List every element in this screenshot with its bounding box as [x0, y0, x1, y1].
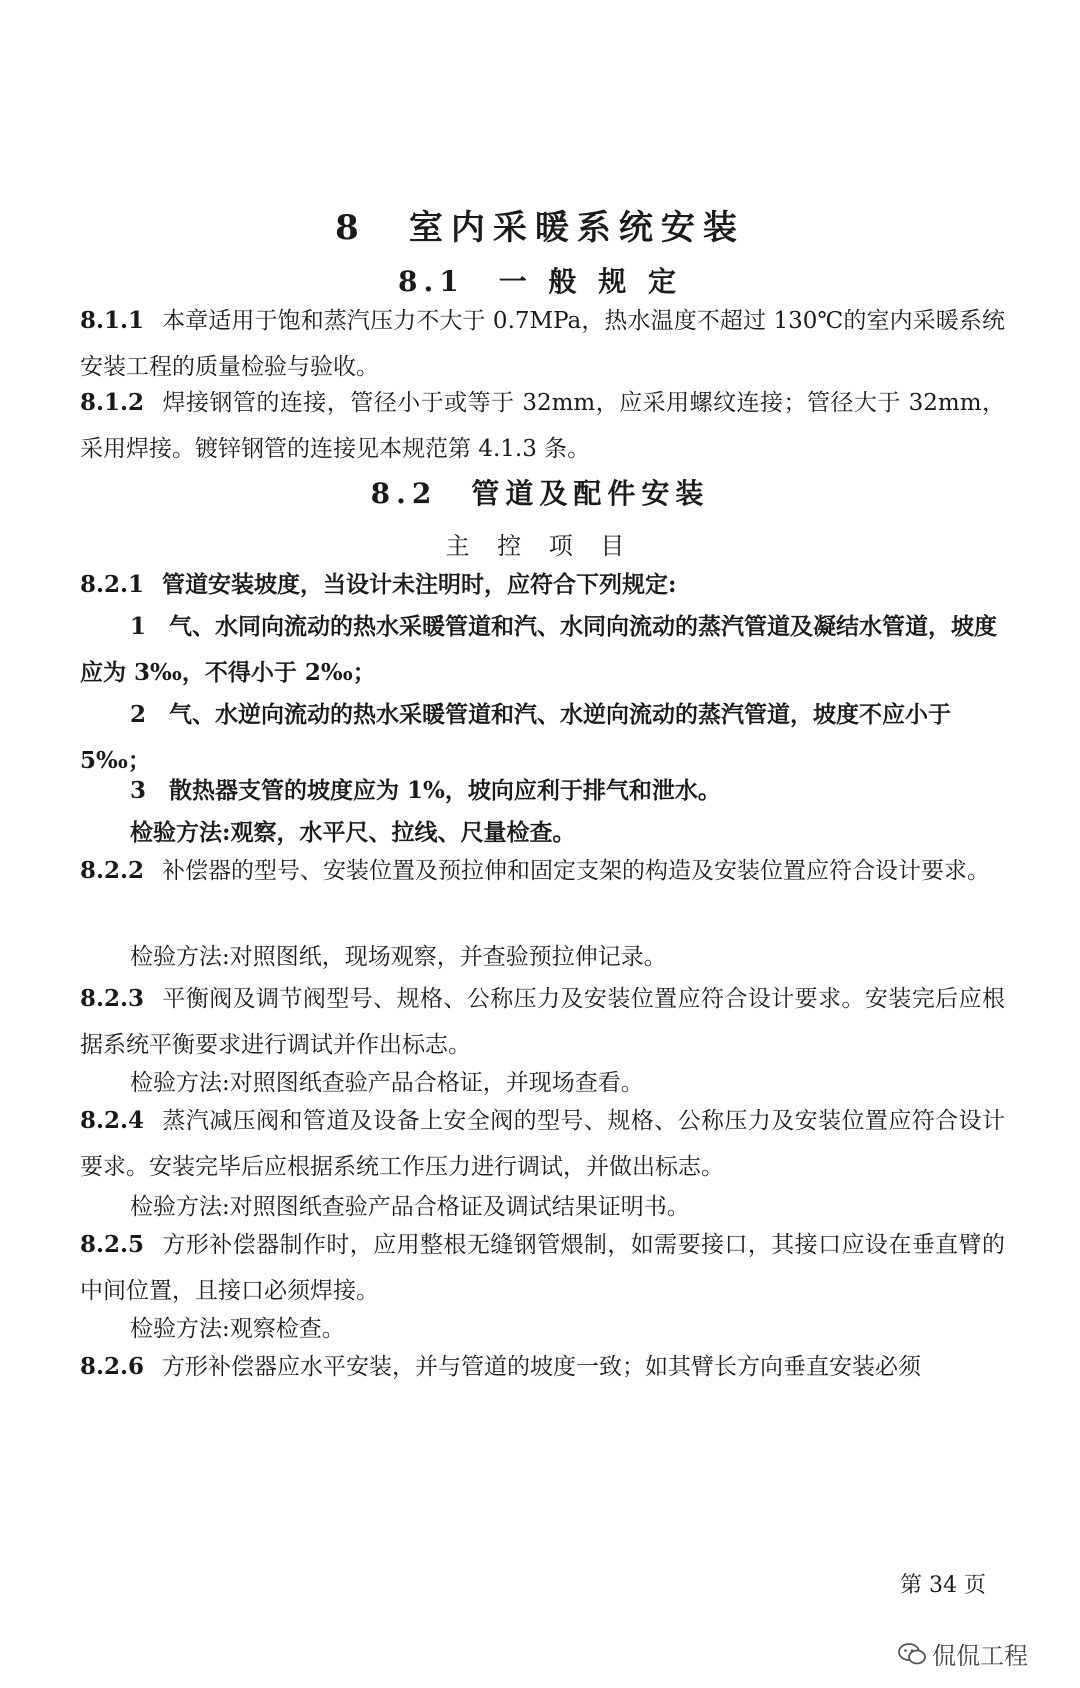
inspection-method: 检验方法:对照图纸查验产品合格证，并现场查看。 [130, 1070, 644, 1096]
section-title-8-2: 8.2 管道及配件安装 [370, 477, 710, 510]
inspection-method: 检验方法:观察检查。 [130, 1316, 345, 1342]
clause-text: 蒸汽减压阀和管道及设备上安全阀的型号、规格、公称压力及安装位置应符合设计要求。安装完毕后应根据系统工作压力进行调试，并做出标志。 [80, 1108, 1005, 1180]
inspection-method: 检验方法:观察，水平尺、拉线、尺量检查。 [130, 819, 576, 846]
clause-text: 本章适用于饱和蒸汽压力不大于 0.7MPa，热水温度不超过 130℃的室内采暖系统安装工程的质量检验与验收。 [80, 308, 1005, 380]
clause-number: 8.2.6 [80, 1353, 145, 1380]
clause-text: 补偿器的型号、安装位置及预拉伸和固定支架的构造及安装位置应符合设计要求。 [162, 858, 990, 884]
list-item: 3 散热器支管的坡度应为 1%，坡向应利于排气和泄水。 [130, 777, 721, 804]
clause-text: 方形补偿器制作时，应用整根无缝钢管煨制，如需要接口，其接口应设在垂直臂的中间位置，且接口必须焊接。 [80, 1232, 1005, 1304]
inspection-method: 检验方法:对照图纸，现场观察，并查验预拉伸记录。 [130, 944, 667, 970]
clause-text: 管道安装坡度，当设计未注明时，应符合下列规定: [162, 571, 677, 598]
watermark-text: 侃侃工程 [932, 1642, 1028, 1670]
clause-number: 8.2.3 [80, 985, 145, 1012]
page-number: 第 34 页 [900, 1573, 986, 1598]
clause-8-2-2 [80, 848, 1005, 894]
chapter-title: 8 室内采暖系统安装 [335, 208, 745, 248]
clause-number: 8.2.1 [80, 571, 145, 598]
clause-number: 8.1.1 [80, 307, 145, 334]
subsection-title: 主 控 项 目 [445, 532, 635, 560]
clause-number: 8.1.2 [80, 389, 145, 416]
clause-number: 8.2.4 [80, 1107, 145, 1134]
clause-number: 8.2.5 [80, 1231, 145, 1258]
clause-text: 焊接钢管的连接，管径小于或等于 32mm，应采用螺纹连接；管径大于 32mm，采用焊接。镀锌钢管的连接见本规范第 4.1.3 条。 [80, 390, 1005, 462]
clause-text: 平衡阀及调节阀型号、规格、公称压力及安装位置应符合设计要求。安装完后应根据系统平衡要求进行调试并作出标志。 [80, 986, 1005, 1058]
clause-8-2-1 [80, 562, 1005, 608]
wechat-icon [898, 1643, 926, 1665]
inspection-method: 检验方法:对照图纸查验产品合格证及调试结果证明书。 [130, 1194, 690, 1220]
clause-8-2-4 [80, 1098, 1005, 1190]
clause-8-2-3 [80, 976, 1005, 1068]
clause-8-2-5 [80, 1222, 1005, 1314]
section-title-8-1: 8.1 一 般 规 定 [398, 265, 682, 298]
clause-text: 方形补偿器应水平安装，并与管道的坡度一致；如其臂长方向垂直安装必须 [162, 1354, 921, 1380]
clause-8-1-1 [80, 298, 1005, 390]
list-item: 2 气、水逆向流动的热水采暖管道和汽、水逆向流动的蒸汽管道，坡度不应小于 5‰； [80, 701, 952, 774]
list-item: 1 气、水同向流动的热水采暖管道和汽、水同向流动的蒸汽管道及凝结水管道，坡度应为 3‰，不得小于 2‰； [80, 613, 998, 686]
clause-8-1-2 [80, 380, 1005, 472]
watermark [898, 1636, 1028, 1671]
clause-number: 8.2.2 [80, 857, 145, 884]
clause-8-2-6 [80, 1344, 1005, 1390]
